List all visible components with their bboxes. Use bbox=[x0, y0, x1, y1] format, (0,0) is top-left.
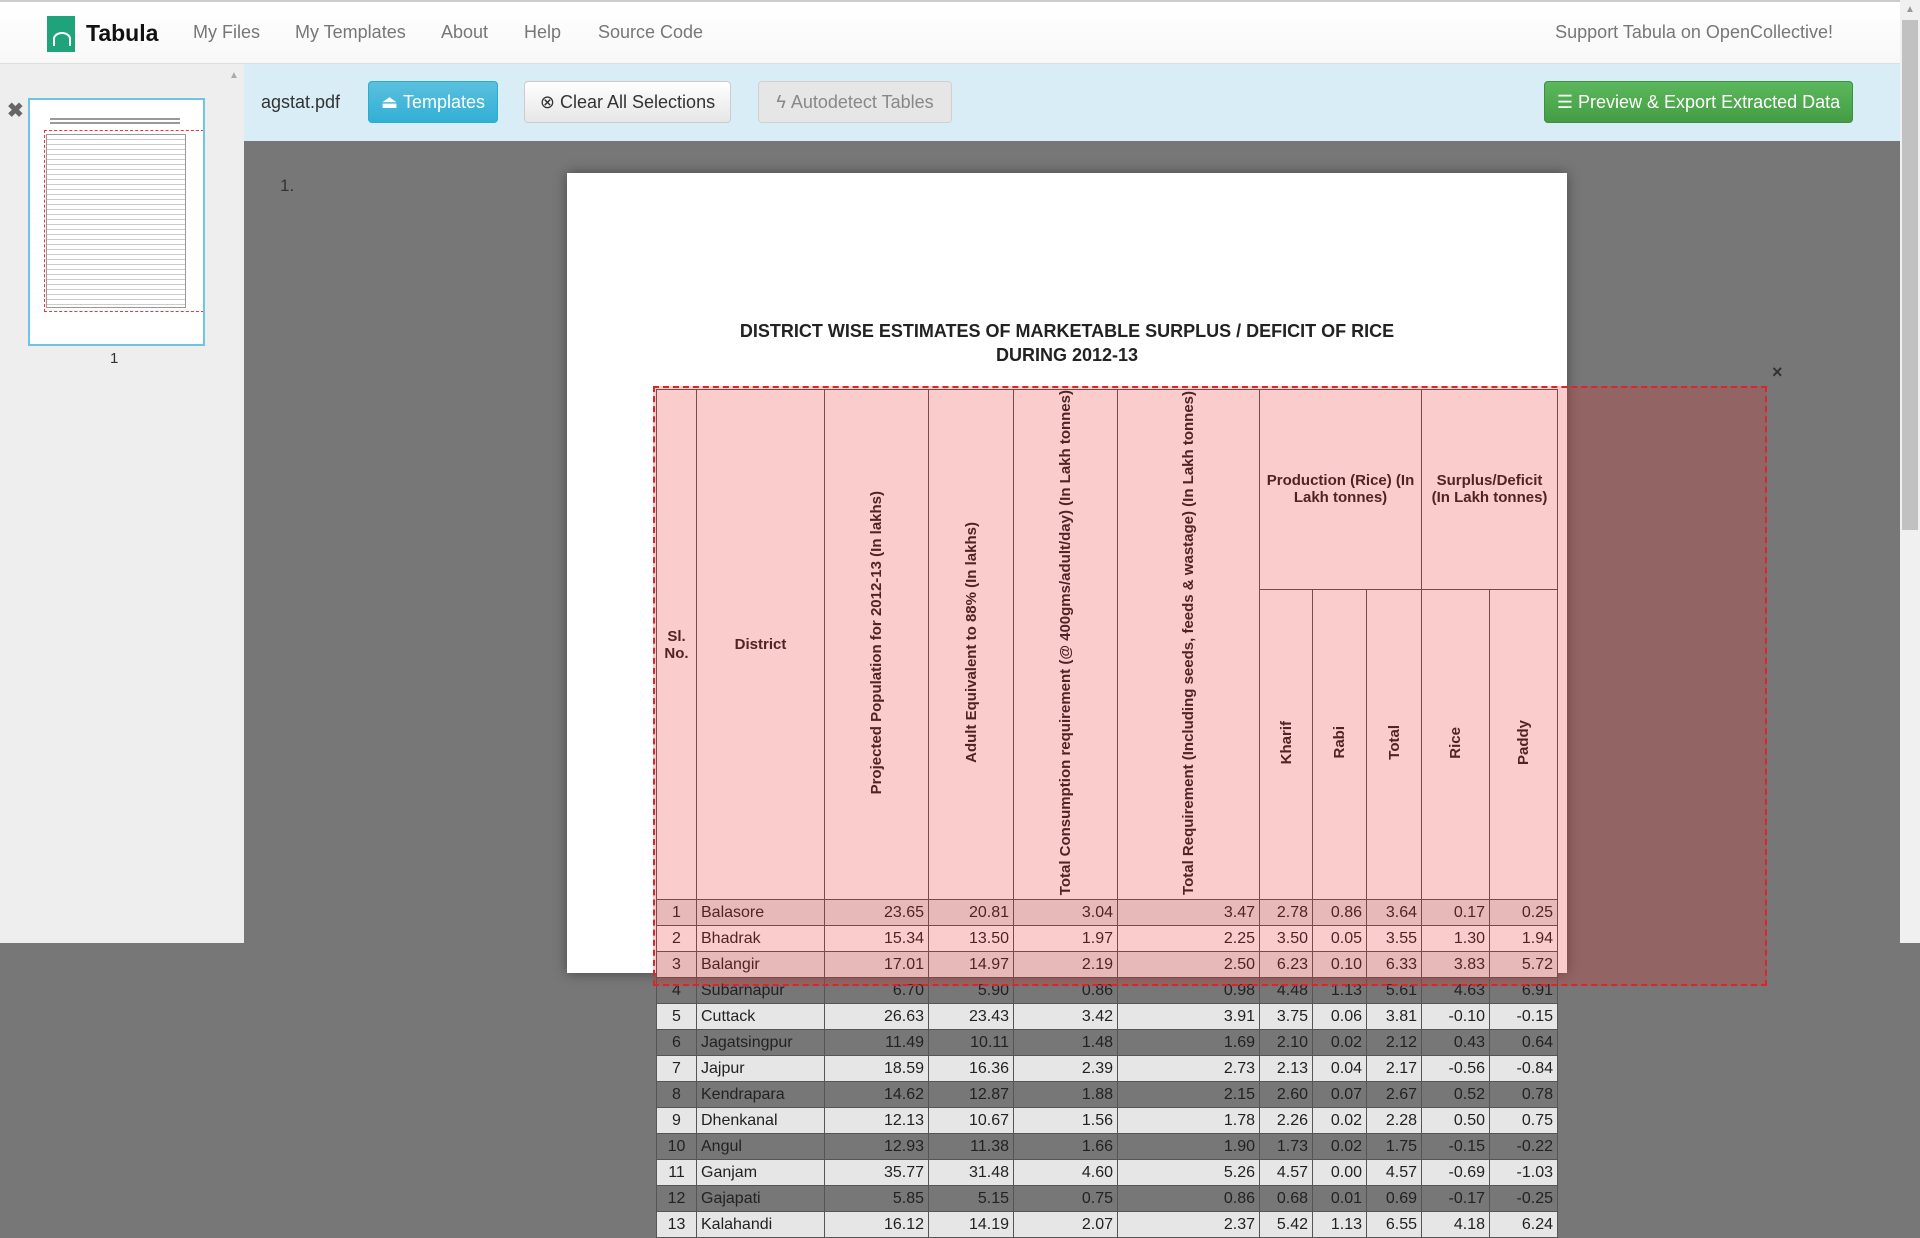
table-cell: 6.23 bbox=[1260, 952, 1313, 978]
table-cell: 15.34 bbox=[825, 926, 929, 952]
table-cell: -0.84 bbox=[1490, 1056, 1558, 1082]
preview-label: Preview & Export Extracted Data bbox=[1578, 91, 1841, 112]
sidebar-scrollbar[interactable] bbox=[228, 64, 244, 943]
table-cell: 31.48 bbox=[929, 1160, 1014, 1186]
navbar bbox=[0, 0, 1900, 64]
support-link[interactable]: Support Tabula on OpenCollective! bbox=[1555, 22, 1833, 42]
table-cell: 2.07 bbox=[1014, 1212, 1118, 1238]
table-cell: 0.43 bbox=[1422, 1030, 1490, 1056]
table-cell: 12.13 bbox=[825, 1108, 929, 1134]
table-cell: 6.70 bbox=[825, 978, 929, 1004]
page-thumbnail[interactable] bbox=[28, 98, 205, 346]
table-cell: 13.50 bbox=[929, 926, 1014, 952]
table-cell: 0.04 bbox=[1313, 1056, 1367, 1082]
thumbnail-title-lines bbox=[50, 118, 180, 124]
thumbnail-page-number: 1 bbox=[110, 350, 119, 367]
header-sl: Sl. No. bbox=[657, 390, 697, 900]
table-cell: -1.03 bbox=[1490, 1160, 1558, 1186]
table-cell: 5 bbox=[657, 1004, 697, 1030]
table-cell: 1.48 bbox=[1014, 1030, 1118, 1056]
page-label: 1. bbox=[280, 176, 295, 195]
table-cell: 0.02 bbox=[1313, 1108, 1367, 1134]
table-row bbox=[657, 1030, 1558, 1056]
table-cell: 1.75 bbox=[1367, 1134, 1422, 1160]
table-cell: -0.10 bbox=[1422, 1004, 1490, 1030]
header-kharif-text: Kharif bbox=[1277, 720, 1295, 765]
table-cell: Balangir bbox=[697, 952, 825, 978]
table-cell: 2.67 bbox=[1367, 1082, 1422, 1108]
table-cell: Angul bbox=[697, 1134, 825, 1160]
table-cell: 4.63 bbox=[1422, 978, 1490, 1004]
table-cell: 12 bbox=[657, 1186, 697, 1212]
autodetect-label: Autodetect Tables bbox=[790, 91, 934, 112]
table-cell: 0.02 bbox=[1313, 1134, 1367, 1160]
table-cell: 1.88 bbox=[1014, 1082, 1118, 1108]
table-cell: 11 bbox=[657, 1160, 697, 1186]
table-cell: 10.67 bbox=[929, 1108, 1014, 1134]
table-cell: 2.50 bbox=[1118, 952, 1260, 978]
tabula-logo-icon[interactable] bbox=[47, 16, 75, 52]
table-cell: 2.26 bbox=[1260, 1108, 1313, 1134]
table-cell: 1.90 bbox=[1118, 1134, 1260, 1160]
table-cell: 9 bbox=[657, 1108, 697, 1134]
table-selection-region[interactable] bbox=[653, 386, 1767, 986]
table-cell: 0.25 bbox=[1490, 900, 1558, 926]
table-cell: 3.91 bbox=[1118, 1004, 1260, 1030]
nav-help[interactable]: Help bbox=[524, 22, 562, 42]
table-cell: 6.55 bbox=[1367, 1212, 1422, 1238]
table-cell: 5.15 bbox=[929, 1186, 1014, 1212]
table-cell: 6 bbox=[657, 1030, 697, 1056]
table-cell: 0.01 bbox=[1313, 1186, 1367, 1212]
table-cell: 8 bbox=[657, 1082, 697, 1108]
table-cell: 5.72 bbox=[1490, 952, 1558, 978]
table-cell: 7 bbox=[657, 1056, 697, 1082]
table-cell: 11.38 bbox=[929, 1134, 1014, 1160]
nav-about[interactable]: About bbox=[441, 22, 489, 42]
table-row bbox=[657, 1186, 1558, 1212]
table-cell: 4.57 bbox=[1260, 1160, 1313, 1186]
table-cell: 3.81 bbox=[1367, 1004, 1422, 1030]
templates-button[interactable] bbox=[368, 81, 498, 123]
table-cell: 4.48 bbox=[1260, 978, 1313, 1004]
list-icon: ☰ bbox=[1556, 91, 1574, 112]
table-row bbox=[657, 1160, 1558, 1186]
table-cell: 17.01 bbox=[825, 952, 929, 978]
table-cell: 5.61 bbox=[1367, 978, 1422, 1004]
thumbnail-selection bbox=[44, 130, 204, 312]
table-cell: 2.37 bbox=[1118, 1212, 1260, 1238]
table-cell: 23.65 bbox=[825, 900, 929, 926]
table-cell: 0.64 bbox=[1490, 1030, 1558, 1056]
table-cell: 4 bbox=[657, 978, 697, 1004]
table-row bbox=[657, 1212, 1558, 1238]
table-cell: 2.25 bbox=[1118, 926, 1260, 952]
table-cell: 0.06 bbox=[1313, 1004, 1367, 1030]
scroll-up-icon[interactable]: ▲ bbox=[1905, 4, 1915, 15]
circle-x-icon: ⊗ bbox=[539, 91, 555, 112]
table-cell: 11.49 bbox=[825, 1030, 929, 1056]
table-cell: 1.13 bbox=[1313, 1212, 1367, 1238]
table-cell: 6.33 bbox=[1367, 952, 1422, 978]
table-cell: 2.60 bbox=[1260, 1082, 1313, 1108]
table-cell: -0.69 bbox=[1422, 1160, 1490, 1186]
table-cell: 0.00 bbox=[1313, 1160, 1367, 1186]
header-adult-text: Adult Equivalent to 88% (In lakhs) bbox=[962, 522, 980, 764]
header-req-text: Total Requirement (Including seeds, feeds & wastage) (In Lakh tonnes) bbox=[1180, 390, 1197, 895]
preview-export-button[interactable] bbox=[1544, 81, 1853, 123]
table-cell: 1.73 bbox=[1260, 1134, 1313, 1160]
table-cell: 2.15 bbox=[1118, 1082, 1260, 1108]
table-cell: 2.13 bbox=[1260, 1056, 1313, 1082]
nav-my-files[interactable]: My Files bbox=[193, 22, 260, 42]
table-row bbox=[657, 1108, 1558, 1134]
table-cell: Jagatsingpur bbox=[697, 1030, 825, 1056]
table-cell: 2.10 bbox=[1260, 1030, 1313, 1056]
table-cell: 14.19 bbox=[929, 1212, 1014, 1238]
table-cell: 35.77 bbox=[825, 1160, 929, 1186]
table-cell: 1.69 bbox=[1118, 1030, 1260, 1056]
table-cell: 0.75 bbox=[1490, 1108, 1558, 1134]
table-cell: Gajapati bbox=[697, 1186, 825, 1212]
table-cell: 1.97 bbox=[1014, 926, 1118, 952]
table-cell: 10 bbox=[657, 1134, 697, 1160]
table-cell: 4.57 bbox=[1367, 1160, 1422, 1186]
table-cell: 12.87 bbox=[929, 1082, 1014, 1108]
table-cell: 0.69 bbox=[1367, 1186, 1422, 1212]
table-cell: 12.93 bbox=[825, 1134, 929, 1160]
page-thumbnails-sidebar bbox=[0, 64, 244, 943]
table-cell: 14.62 bbox=[825, 1082, 929, 1108]
table-row bbox=[657, 1004, 1558, 1030]
table-cell: 0.17 bbox=[1422, 900, 1490, 926]
table-cell: 5.42 bbox=[1260, 1212, 1313, 1238]
table-cell: 23.43 bbox=[929, 1004, 1014, 1030]
table-cell: 1.30 bbox=[1422, 926, 1490, 952]
table-cell: -0.15 bbox=[1490, 1004, 1558, 1030]
table-cell: -0.15 bbox=[1422, 1134, 1490, 1160]
table-cell: Balasore bbox=[697, 900, 825, 926]
table-cell: Dhenkanal bbox=[697, 1108, 825, 1134]
table-cell: 0.78 bbox=[1490, 1082, 1558, 1108]
table-cell: 0.98 bbox=[1118, 978, 1260, 1004]
toolbar bbox=[244, 64, 1900, 141]
header-cons-text: Total Consumption requirement (@ 400gms/adult/day) (In Lakh tonnes) bbox=[1057, 390, 1074, 896]
table-cell: Ganjam bbox=[697, 1160, 825, 1186]
table-cell: 0.86 bbox=[1014, 978, 1118, 1004]
table-cell: 1.78 bbox=[1118, 1108, 1260, 1134]
header-rice-text: Rice bbox=[1447, 726, 1464, 759]
table-cell: 0.52 bbox=[1422, 1082, 1490, 1108]
table-cell: 6.24 bbox=[1490, 1212, 1558, 1238]
title-line-1: DISTRICT WISE ESTIMATES OF MARKETABLE SURPLUS / DEFICIT OF RICE bbox=[739, 321, 1395, 341]
table-cell: 0.75 bbox=[1014, 1186, 1118, 1212]
brand[interactable]: Tabula bbox=[86, 20, 159, 46]
table-cell: 2.73 bbox=[1118, 1056, 1260, 1082]
table-cell: Bhadrak bbox=[697, 926, 825, 952]
scrollbar-thumb[interactable] bbox=[1902, 20, 1918, 530]
table-cell: 3.83 bbox=[1422, 952, 1490, 978]
table-cell: 4.60 bbox=[1014, 1160, 1118, 1186]
scroll-up-icon[interactable]: ▲ bbox=[229, 70, 239, 81]
table-cell: Subarnapur bbox=[697, 978, 825, 1004]
table-cell: 0.02 bbox=[1313, 1030, 1367, 1056]
table-cell: 0.07 bbox=[1313, 1082, 1367, 1108]
table-cell: 16.12 bbox=[825, 1212, 929, 1238]
table-cell: 3.47 bbox=[1118, 900, 1260, 926]
header-rabi-text: Rabi bbox=[1331, 726, 1348, 759]
table-cell: 3.04 bbox=[1014, 900, 1118, 926]
table-cell: 1.13 bbox=[1313, 978, 1367, 1004]
close-icon[interactable]: ✖ bbox=[7, 100, 24, 122]
header-district: District bbox=[697, 390, 825, 900]
templates-label: Templates bbox=[402, 91, 486, 112]
table-cell: Kalahandi bbox=[697, 1212, 825, 1238]
table-cell: 2.17 bbox=[1367, 1056, 1422, 1082]
table-cell: 5.90 bbox=[929, 978, 1014, 1004]
table-cell: 0.86 bbox=[1313, 900, 1367, 926]
clear-all-selections-button[interactable] bbox=[524, 81, 731, 123]
table-cell: 13 bbox=[657, 1212, 697, 1238]
table-cell: 0.68 bbox=[1260, 1186, 1313, 1212]
table-row bbox=[657, 1056, 1558, 1082]
table-cell: 18.59 bbox=[825, 1056, 929, 1082]
header-production: Production (Rice) (In Lakh tonnes) bbox=[1260, 390, 1422, 590]
table-cell: 3 bbox=[657, 952, 697, 978]
table-cell: 14.97 bbox=[929, 952, 1014, 978]
table-cell: Jajpur bbox=[697, 1056, 825, 1082]
table-cell: 1.94 bbox=[1490, 926, 1558, 952]
clear-label: Clear All Selections bbox=[560, 91, 716, 112]
table-cell: 0.05 bbox=[1313, 926, 1367, 952]
table-cell: 1.56 bbox=[1014, 1108, 1118, 1134]
table-cell: 3.64 bbox=[1367, 900, 1422, 926]
remove-selection-icon[interactable]: × bbox=[1772, 362, 1783, 382]
table-cell: 3.55 bbox=[1367, 926, 1422, 952]
table-cell: 26.63 bbox=[825, 1004, 929, 1030]
table-cell: 5.26 bbox=[1118, 1160, 1260, 1186]
table-cell: -0.25 bbox=[1490, 1186, 1558, 1212]
table-cell: 0.86 bbox=[1118, 1186, 1260, 1212]
table-cell: 4.18 bbox=[1422, 1212, 1490, 1238]
header-paddy-text: Paddy bbox=[1515, 719, 1532, 765]
table-cell: 2.78 bbox=[1260, 900, 1313, 926]
table-cell: 3.75 bbox=[1260, 1004, 1313, 1030]
table-cell: 2.39 bbox=[1014, 1056, 1118, 1082]
table-cell: 3.50 bbox=[1260, 926, 1313, 952]
table-cell: 10.11 bbox=[929, 1030, 1014, 1056]
main-scrollbar[interactable] bbox=[1900, 0, 1920, 943]
table-cell: Kendrapara bbox=[697, 1082, 825, 1108]
table-row bbox=[657, 1082, 1558, 1108]
header-surplus: Surplus/Deficit (In Lakh tonnes) bbox=[1422, 390, 1558, 590]
table-cell: 16.36 bbox=[929, 1056, 1014, 1082]
table-cell: 0.50 bbox=[1422, 1108, 1490, 1134]
table-cell: 6.91 bbox=[1490, 978, 1558, 1004]
nav-my-templates[interactable]: My Templates bbox=[295, 22, 406, 42]
table-cell: 1 bbox=[657, 900, 697, 926]
table-cell: -0.56 bbox=[1422, 1056, 1490, 1082]
table-cell: -0.17 bbox=[1422, 1186, 1490, 1212]
table-cell: 1.66 bbox=[1014, 1134, 1118, 1160]
table-cell: 5.85 bbox=[825, 1186, 929, 1212]
table-cell: 2.12 bbox=[1367, 1030, 1422, 1056]
header-pop-text: Projected Population for 2012-13 (In lakhs) bbox=[868, 490, 885, 795]
templates-icon: ⏏ bbox=[380, 91, 398, 112]
filename: agstat.pdf bbox=[261, 92, 341, 112]
lightning-icon: ϟ bbox=[776, 91, 786, 112]
title-line-2: DURING 2012-13 bbox=[995, 345, 1139, 365]
table-row bbox=[657, 1134, 1558, 1160]
page-title bbox=[567, 319, 1567, 367]
table-cell: 2.19 bbox=[1014, 952, 1118, 978]
table-cell: Cuttack bbox=[697, 1004, 825, 1030]
table-cell: 20.81 bbox=[929, 900, 1014, 926]
table-cell: 2.28 bbox=[1367, 1108, 1422, 1134]
nav-source-code[interactable]: Source Code bbox=[598, 22, 704, 42]
table-cell: 0.10 bbox=[1313, 952, 1367, 978]
table-cell: 3.42 bbox=[1014, 1004, 1118, 1030]
table-cell: 2 bbox=[657, 926, 697, 952]
autodetect-tables-button[interactable] bbox=[758, 81, 952, 123]
header-total-text: Total bbox=[1385, 725, 1403, 760]
table-cell: -0.22 bbox=[1490, 1134, 1558, 1160]
